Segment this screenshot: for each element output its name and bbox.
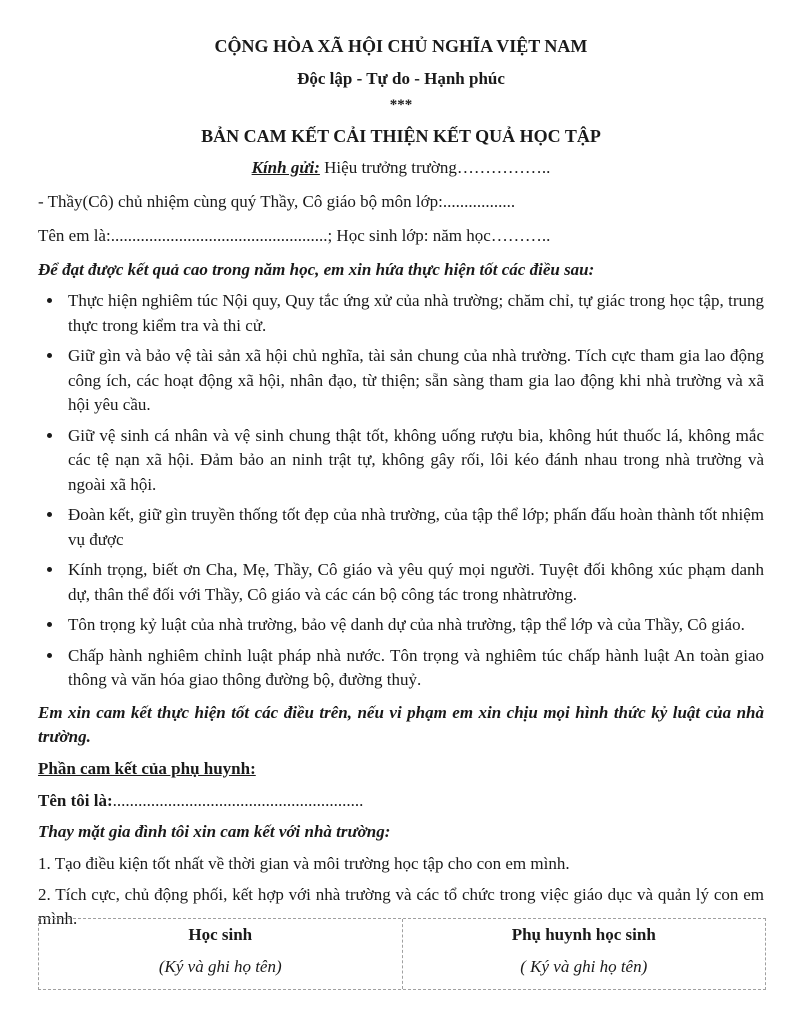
list-item: • Tôn trọng kỷ luật của nhà trường, bảo vệ danh dự của nhà trường, tập thể lớp và của Thầy, Cô giáo. xyxy=(64,613,764,638)
separator-stars: *** xyxy=(389,97,413,113)
signature-table xyxy=(38,918,766,990)
on-behalf-line: Thay mặt gia đình tôi xin cam kết với nhà trường: xyxy=(38,821,391,841)
country-heading: CỘNG HÒA XÃ HỘI CHỦ NGHĨA VIỆT NAM xyxy=(214,36,588,56)
student-signature-note: (Ký và ghi họ tên) xyxy=(158,957,282,976)
parent-point-1: 1. Tạo điều kiện tốt nhất về thời gian và môi trường học tập cho con em mình. xyxy=(38,853,570,873)
intro-line: Để đạt được kết quả cao trong năm học, em xin hứa thực hiện tốt các điều sau: xyxy=(38,260,595,279)
list-item: • Đoàn kết, giữ gìn truyền thống tốt đẹp của nhà trường, của tập thể lớp; phấn đấu hoàn thành tốt nhiệm vụ được xyxy=(64,503,764,552)
greeting-text: Hiệu trưởng trường…………….. xyxy=(319,158,551,177)
parent-signature-cell xyxy=(402,919,766,989)
document-title: BẢN CAM KẾT CẢI THIỆN KẾT QUẢ HỌC TẬP xyxy=(201,126,601,146)
list-item: • Giữ vệ sinh cá nhân và vệ sinh chung thật tốt, không uống rượu bia, không hút thuốc lá, không mắc các tệ nạn xã hội. Đảm bảo an ninh trật tự, không gây rối, lôi kéo đánh nhau trong nhà trường và ngoài xã hội. xyxy=(64,424,764,498)
parent-name-label: Tên tôi là: xyxy=(38,790,113,810)
greeting-line xyxy=(38,157,764,179)
student-signature-role: Học sinh xyxy=(188,925,253,944)
parent-heading: Phần cam kết của phụ huynh: xyxy=(38,758,256,778)
student-line: Tên em là:...................................................; Học sinh lớp: năm học……….. xyxy=(38,226,551,245)
list-item: • Chấp hành nghiêm chỉnh luật pháp nhà nước. Tôn trọng và nghiêm túc chấp hành luật An toàn giao thông và văn hóa giao thông đường bộ, đường thuỷ. xyxy=(64,644,764,693)
document-page xyxy=(38,36,764,943)
teachers-line: - Thầy(Cô) chủ nhiệm cùng quý Thầy, Cô giáo bộ môn lớp:................. xyxy=(38,192,516,211)
parent-point-2: 2. Tích cực, chủ động phối, kết hợp với nhà trường và các tổ chức trong việc giáo dục và quản lý con em mình. xyxy=(38,884,764,928)
motto: Độc lập - Tự do - Hạnh phúc xyxy=(297,69,505,88)
parent-name-line xyxy=(38,791,764,811)
parent-name-dots: ........................................................... xyxy=(112,790,364,810)
commitment-list xyxy=(38,289,764,693)
list-item: • Giữ gìn và bảo vệ tài sản xã hội chủ nghĩa, tài sản chung của nhà trường. Tích cực tham gia lao động công ích, các hoạt động xã hội, nhân đạo, từ thiện; sẵn sàng tham gia lao động khi nhà trường và xã hội yêu cầu. xyxy=(64,344,764,418)
parent-signature-role: Phụ huynh học sinh xyxy=(511,925,656,944)
list-item: • Kính trọng, biết ơn Cha, Mẹ, Thầy, Cô giáo và yêu quý mọi người. Tuyệt đối không xúc phạm danh dự, thân thể đối với Thầy, Cô giáo và các cán bộ công tác trong nhàtrường. xyxy=(64,558,764,607)
parent-signature-note: ( Ký và ghi họ tên) xyxy=(520,957,648,976)
student-commitment: Em xin cam kết thực hiện tốt các điều trên, nếu vi phạm em xin chịu mọi hình thức kỷ luật của nhà trường. xyxy=(38,702,764,746)
list-item: • Thực hiện nghiêm túc Nội quy, Quy tắc ứng xử của nhà trường; chăm chỉ, tự giác trong học tập, trung thực trong kiểm tra và thi cử. xyxy=(64,289,764,338)
greeting-label: Kính gửi: xyxy=(251,158,320,177)
student-signature-cell xyxy=(39,919,402,989)
